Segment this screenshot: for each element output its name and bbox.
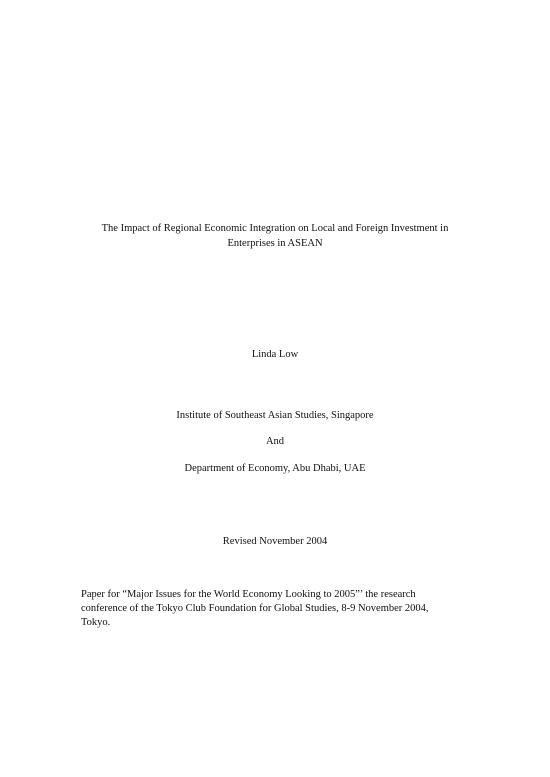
paper-title [0,221,550,251]
title-line-1: The Impact of Regional Economic Integration on Local and Foreign Investment in [101,223,449,234]
author-name: Linda Low [251,349,299,360]
note-line-1: Paper for “Major Issues for the World Economy Looking to 2005”’ the research [81,589,416,600]
note-line-2: conference of the Tokyo Club Foundation for Global Studies, 8-9 November 2004, [81,603,429,614]
affiliation-2: Department of Economy, Abu Dhabi, UAE [184,463,366,474]
affiliation-1: Institute of Southeast Asian Studies, Singapore [176,410,374,421]
revision-date: Revised November 2004 [222,536,328,547]
title-line-2: Enterprises in ASEAN [227,238,323,249]
affiliation-connector: And [265,436,285,447]
conference-note [81,588,481,630]
note-line-3: Tokyo. [81,617,111,628]
